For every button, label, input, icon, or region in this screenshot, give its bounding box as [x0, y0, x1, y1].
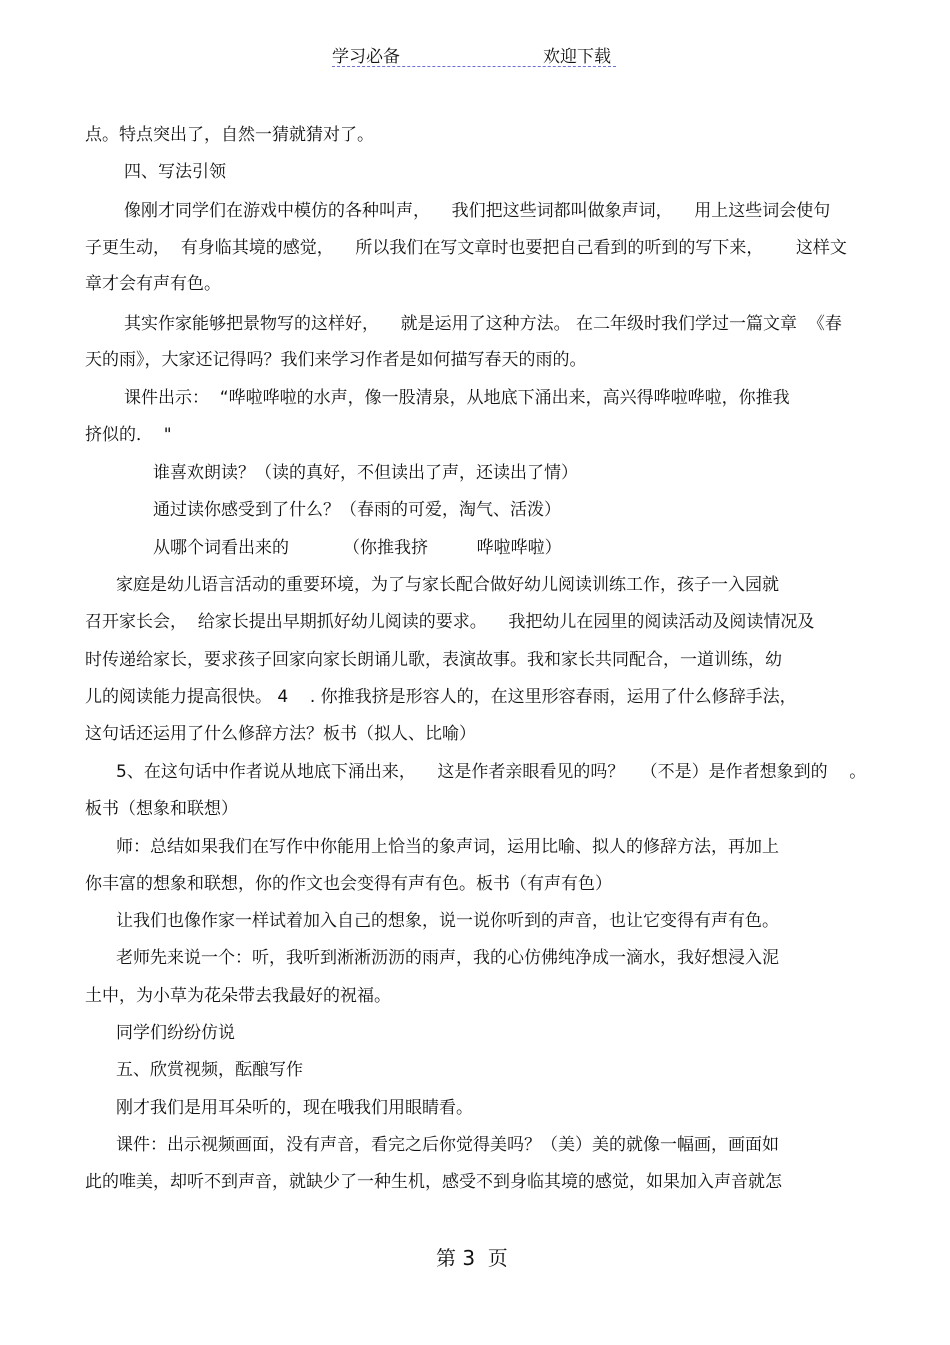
text-line: 5、在这句话中作者说从地底下涌出来， 这是作者亲眼看见的吗？ （不是）是作者想象到的 。: [116, 762, 867, 782]
text-line: 师：总结如果我们在写作中你能用上恰当的象声词，运用比喻、拟人的修辞方法，再加上: [116, 837, 779, 857]
header-left-text: 学习必备: [332, 47, 400, 67]
text-line: 课件出示： “哗啦哗啦的水声，像一股清泉，从地底下涌出来，高兴得哗啦哗啦，你推我: [124, 388, 790, 408]
page-number: 第 3 页: [436, 1246, 508, 1270]
text-line: 家庭是幼儿语言活动的重要环境，为了与家长配合做好幼儿阅读训练工作，孩子一入园就: [116, 575, 779, 595]
text-line: 让我们也像作家一样试着加入自己的想象，说一说你听到的声音，也让它变得有声有色。: [116, 911, 779, 931]
text-line: 点。特点突出了，自然一猜就猜对了。: [85, 125, 374, 145]
text-line: 天的雨》，大家还记得吗？我们来学习作者是如何描写春天的雨的。: [85, 350, 587, 370]
text-line: 儿的阅读能力提高很快。 4 . 你推我挤是形容人的，在这里形容春雨，运用了什么修辞手法，: [85, 687, 797, 707]
text-line: 从哪个词看出来的 （你推我挤 哗啦哗啦）: [153, 538, 562, 558]
text-line: 土中，为小草为花朵带去我最好的祝福。: [85, 986, 391, 1006]
text-line: 时传递给家长，要求孩子回家向家长朗诵儿歌，表演故事。我和家长共同配合，一道训练，幼: [85, 650, 782, 670]
text-line: 此的唯美，却听不到声音，就缺少了一种生机，感受不到身临其境的感觉，如果加入声音就怎: [85, 1172, 782, 1192]
text-line: 这句话还运用了什么修辞方法？板书（拟人、比喻）: [85, 724, 476, 744]
header-right-text: 欢迎下载: [543, 47, 611, 67]
page-header: [332, 40, 616, 67]
text-line: 子更生动， 有身临其境的感觉， 所以我们在写文章时也要把自己看到的听到的写下来， 这样文: [85, 238, 847, 258]
text-line: 章才会有声有色。: [85, 274, 221, 294]
text-line: 老师先来说一个：听，我听到淅淅沥沥的雨声，我的心仿佛纯净成一滴水，我好想浸入泥: [116, 948, 779, 968]
text-line: 挤似的． ": [85, 425, 172, 445]
text-line: 同学们纷纷仿说: [116, 1023, 235, 1043]
text-line: 其实作家能够把景物写的这样好， 就是运用了这种方法。 在二年级时我们学过一篇文章 《春: [124, 314, 842, 334]
text-line: 你丰富的想象和联想，你的作文也会变得有声有色。板书（有声有色）: [85, 874, 612, 894]
section-heading: 五、欣赏视频，酝酿写作: [116, 1060, 303, 1080]
text-line: 召开家长会， 给家长提出早期抓好幼儿阅读的要求。 我把幼儿在园里的阅读活动及阅读情况及: [85, 612, 815, 632]
text-line: 谁喜欢朗读？（读的真好，不但读出了声，还读出了情）: [153, 463, 578, 483]
text-line: 课件：出示视频画面，没有声音，看完之后你觉得美吗？（美）美的就像一幅画，画面如: [116, 1135, 779, 1155]
text-line: 通过读你感受到了什么？（春雨的可爱，淘气、活泼）: [153, 500, 561, 520]
section-heading: 四、写法引领: [124, 162, 226, 182]
text-line: 像刚才同学们在游戏中模仿的各种叫声， 我们把这些词都叫做象声词， 用上这些词会使句: [124, 201, 831, 221]
text-line: 刚才我们是用耳朵听的，现在哦我们用眼睛看。: [116, 1098, 473, 1118]
text-line: 板书（想象和联想）: [85, 799, 238, 819]
